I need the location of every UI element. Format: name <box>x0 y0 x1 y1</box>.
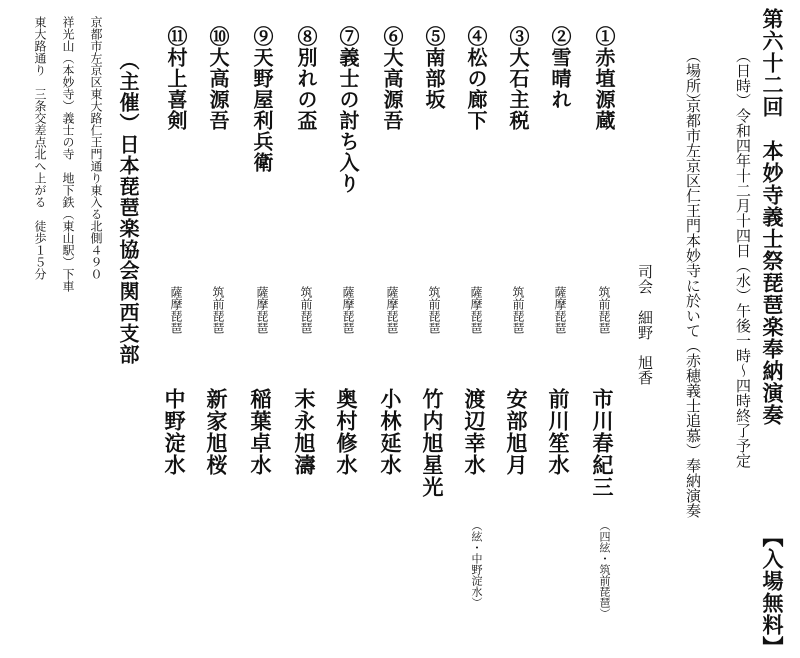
address-line-1: 京都市左京区東大路仁王門通り東入る北側４９０ <box>89 16 103 280</box>
event-datetime: （日時）令和四年十二月十四日（水）午後一時～四時終了予定 <box>734 48 752 468</box>
program-item-player: 竹内旭星光 <box>420 388 445 498</box>
host-role: 司会 <box>636 264 654 294</box>
host-name: 細野 旭香 <box>636 310 654 385</box>
program-item-title: ⑨天野屋利兵衛 <box>250 26 274 173</box>
program-item-note: （絃・中野淀水） <box>470 520 483 608</box>
event-place: 京都市左京区仁王門本妙寺に於いて（赤穂義士追慕）奉納演奏 <box>684 98 702 518</box>
program-item-note: （四絃・筑前琵琶） <box>598 520 611 619</box>
program-item-title: ⑧別れの盃 <box>294 26 318 131</box>
sponsor: （主催）日本琵琶楽協会関西支部 <box>116 50 140 365</box>
program-item-player: 市川春紀三 <box>590 388 615 498</box>
program-item-player: 末永旭濤 <box>292 388 317 476</box>
address-line-2: 祥光山（本妙寺）義士の寺 地下鉄（東山駅）下車 <box>61 16 75 292</box>
program-item-school: 筑前琵琶 <box>597 286 611 334</box>
program-item-player: 奥村修水 <box>334 388 359 476</box>
program-item-player: 前川笙水 <box>546 388 571 476</box>
program-item-title: ④松の廊下 <box>464 26 488 131</box>
program-item-title: ⑦義士の討ち入り <box>336 26 360 194</box>
program-item-school: 筑前琵琶 <box>211 286 225 334</box>
place-label: （場所） <box>684 48 702 108</box>
program-item-player: 稲葉卓水 <box>248 388 273 476</box>
program-item-player: 渡辺幸水 <box>462 388 487 476</box>
program-item-title: ⑥大高源吾 <box>380 26 404 131</box>
program-item-school: 薩摩琵琶 <box>341 286 355 334</box>
admission-free-label: 【入場無料】 <box>760 526 785 658</box>
program-item-player: 小林延水 <box>378 388 403 476</box>
program-item-player: 安部旭月 <box>504 388 529 476</box>
program-item-title: ①赤埴源蔵 <box>592 26 616 131</box>
program-item-title: ②雪晴れ <box>548 26 572 110</box>
program-item-school: 薩摩琵琶 <box>553 286 567 334</box>
program-item-school: 筑前琵琶 <box>511 286 525 334</box>
program-title: 第六十二回 本妙寺義士祭琵琶楽奉納演奏 <box>760 8 785 426</box>
program-item-school: 薩摩琵琶 <box>255 286 269 334</box>
program-item-school: 薩摩琵琶 <box>169 286 183 334</box>
program-item-title: ⑤南部坂 <box>422 26 446 110</box>
program-item-school: 薩摩琵琶 <box>469 286 483 334</box>
program-item-title: ⑪村上喜剣 <box>164 26 188 131</box>
program-item-school: 筑前琵琶 <box>299 286 313 334</box>
program-item-title: ⑩大高源吾 <box>206 26 230 131</box>
address-line-3: 東大路通り 三条交差点北へ上がる 徒歩１５分 <box>33 16 47 280</box>
program-item-player: 新家旭桜 <box>204 388 229 476</box>
program-item-school: 薩摩琵琶 <box>385 286 399 334</box>
program-item-player: 中野淀水 <box>162 388 187 476</box>
program-item-title: ③大石主税 <box>506 26 530 131</box>
program-item-school: 筑前琵琶 <box>427 286 441 334</box>
